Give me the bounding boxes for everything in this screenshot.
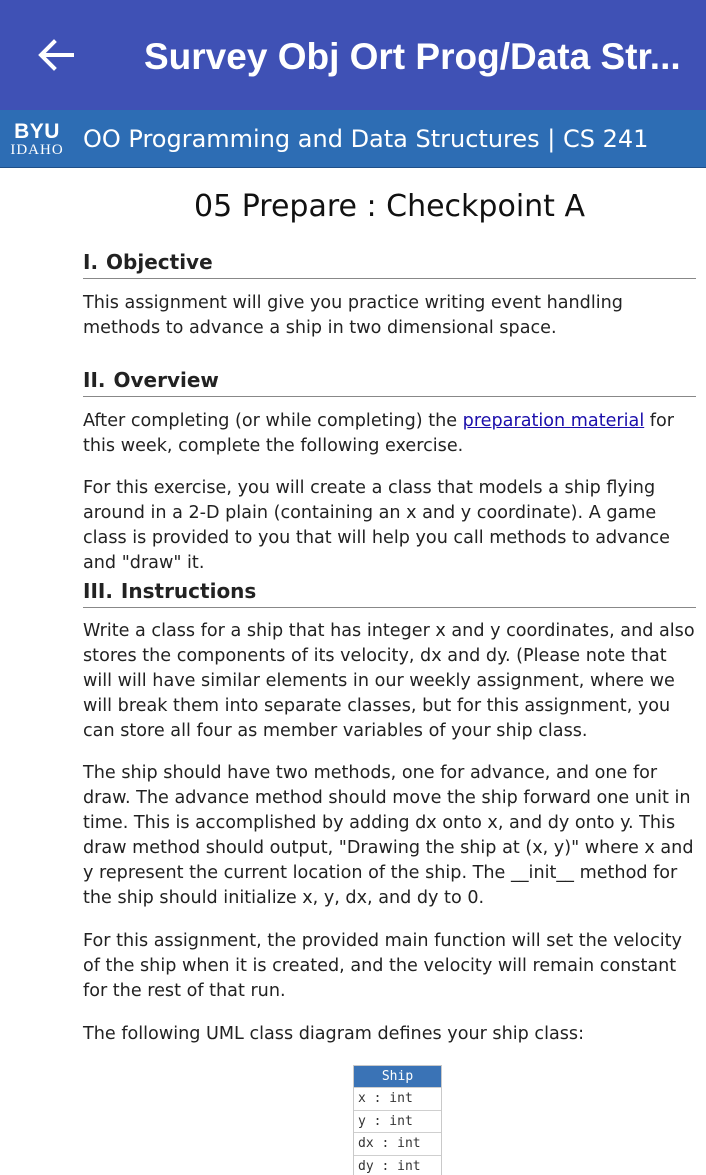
section-heading-text: Overview [113, 368, 219, 392]
course-title: OO Programming and Data Structures | CS 241 [83, 125, 649, 153]
instructions-paragraph-4: The following UML class diagram defines your ship class: [83, 1024, 585, 1044]
overview-paragraph-1 [83, 409, 698, 459]
instructions-paragraph-1: Write a class for a ship that has integer x and y coordinates, and also stores the components of its velocity, dx and dy. (Please note that will will have similar elements in our weekly assignment, where we will break them into separate classes, but for this assignment, you can store all four as member variables of your ship class. [83, 621, 695, 741]
section-number: III. [83, 579, 113, 603]
section-number: I. [83, 250, 99, 274]
assignment-title: 05 Prepare : Checkpoint A [194, 189, 585, 224]
instructions-paragraph-2: The ship should have two methods, one for advance, and one for draw. The advance method should move the ship forward one unit in time. This is accomplished by adding dx onto x, and dy onto y. This draw method should output, "Drawing the ship at (x, y)" where x and y represent the current location of the ship. The __init__ method for the ship should initialize x, y, dx, and dy to 0. [83, 763, 694, 908]
logo-top-text: BYU [14, 120, 60, 143]
uml-class-diagram [353, 1065, 442, 1175]
page-title-appbar: Survey Obj Ort Prog/Data Str... [144, 36, 681, 77]
byu-idaho-logo[interactable] [6, 122, 68, 160]
section-heading-text: Objective [106, 250, 213, 274]
uml-attribute: dy : int [354, 1155, 441, 1175]
section-heading-text: Instructions [120, 579, 257, 603]
objective-text: This assignment will give you practice writing event handling methods to advance a ship in two dimensional space. [83, 293, 623, 338]
uml-attribute: x : int [354, 1087, 441, 1110]
course-banner [0, 110, 706, 168]
uml-class-name: Ship [354, 1066, 441, 1087]
logo-bottom-text: IDAHO [10, 142, 64, 158]
section-number: II. [83, 368, 106, 392]
arrow-left-icon [38, 39, 74, 71]
overview-paragraph-2: For this exercise, you will create a class that models a ship flying around in a 2-D plain (containing an x and y coordinate). A game class is provided to you that will help you call methods to advance and "draw" it. [83, 478, 671, 573]
app-bar [0, 0, 706, 110]
section-heading-objective [83, 248, 696, 279]
section-heading-instructions [83, 577, 696, 608]
overview-text-after-link: for this week, complete the following exercise. [83, 411, 674, 456]
back-button[interactable] [28, 30, 84, 80]
instructions-paragraph-3: For this assignment, the provided main function will set the velocity of the ship when it is created, and the velocity will remain constant for the rest of that run. [83, 931, 682, 1001]
section-heading-overview [83, 366, 696, 397]
overview-text-before-link: After completing (or while completing) the [83, 411, 463, 431]
preparation-material-link[interactable]: preparation material [462, 411, 645, 431]
uml-attribute: dx : int [354, 1132, 441, 1155]
uml-attribute: y : int [354, 1110, 441, 1133]
